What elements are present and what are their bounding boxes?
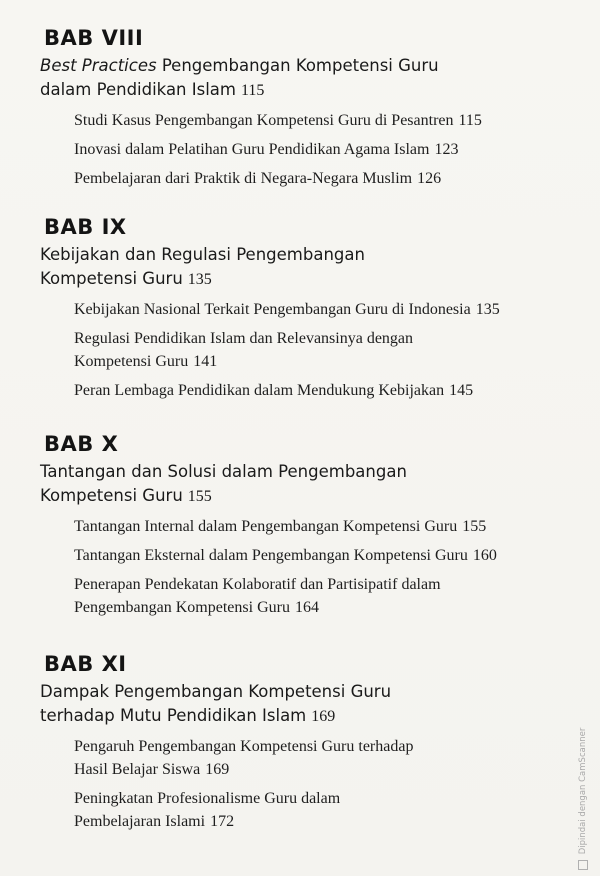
page-number: 126 xyxy=(417,170,442,187)
chapter-heading: BAB XI xyxy=(44,652,127,676)
chapter-title-italic: Best Practices xyxy=(40,56,157,75)
entry-text: Penerapan Pendekatan Kolaboratif dan Partisipatif dalam xyxy=(74,576,441,593)
page-number: 160 xyxy=(472,547,497,564)
page-number: 135 xyxy=(475,301,500,318)
toc-entry xyxy=(74,379,550,402)
toc-entry xyxy=(74,573,550,619)
chapter-title xyxy=(40,54,550,103)
entry-text: Inovasi dalam Pelatihan Guru Pendidikan Agama Islam xyxy=(74,141,430,158)
chapter-title-text: Dampak Pengembangan Kompetensi Guru xyxy=(40,682,392,701)
toc-entry xyxy=(74,298,550,321)
page-number: 169 xyxy=(205,761,230,778)
page-number: 123 xyxy=(434,141,459,158)
entry-text: Peran Lembaga Pendidikan dalam Mendukung Kebijakan xyxy=(74,382,445,399)
camscanner-icon xyxy=(578,860,588,870)
entry-text: Regulasi Pendidikan Islam dan Relevansinya dengan xyxy=(74,330,414,347)
chapter-viii xyxy=(40,26,550,196)
chapter-xi xyxy=(40,652,550,839)
entry-text: Kebijakan Nasional Terkait Pengembangan Guru di Indonesia xyxy=(74,301,471,318)
chapter-title xyxy=(40,460,550,509)
page-number: 155 xyxy=(462,518,487,535)
toc-entry xyxy=(74,787,550,833)
page-number: 115 xyxy=(458,112,482,129)
watermark-text: Dipindai dengan CamScanner xyxy=(578,727,588,855)
entry-text: Hasil Belajar Siswa xyxy=(74,761,201,778)
entry-text: Tantangan Eksternal dalam Pengembangan Kompetensi Guru xyxy=(74,547,468,564)
page-number: 135 xyxy=(187,271,212,288)
chapter-heading: BAB IX xyxy=(44,215,127,239)
toc-entry xyxy=(74,167,550,190)
page-number: 145 xyxy=(449,382,474,399)
entry-text: Kompetensi Guru xyxy=(74,353,189,370)
page-number: 155 xyxy=(187,488,212,505)
chapter-title-text: Pengembangan Kompetensi Guru xyxy=(156,56,439,75)
entry-text: Pembelajaran dari Praktik di Negara-Negara Muslim xyxy=(74,170,413,187)
chapter-title-text: terhadap Mutu Pendidikan Islam xyxy=(40,706,307,725)
chapter-x xyxy=(40,432,550,625)
toc-entry xyxy=(74,109,550,132)
chapter-title-text: Kompetensi Guru xyxy=(40,486,183,505)
toc-entry xyxy=(74,327,550,373)
chapter-title xyxy=(40,680,550,729)
toc-entry xyxy=(74,735,550,781)
entry-text: Pengembangan Kompetensi Guru xyxy=(74,599,290,616)
entry-text: Pembelajaran Islami xyxy=(74,813,206,830)
chapter-title-text: Kebijakan dan Regulasi Pengembangan xyxy=(40,245,365,264)
entry-text: Tantangan Internal dalam Pengembangan Kompetensi Guru xyxy=(74,518,458,535)
page-number: 169 xyxy=(311,708,336,725)
page-number: 115 xyxy=(241,82,265,99)
toc-entry xyxy=(74,515,550,538)
entry-text: Peningkatan Profesionalisme Guru dalam xyxy=(74,790,341,807)
toc-entry xyxy=(74,138,550,161)
toc-entry xyxy=(74,544,550,567)
page-number: 164 xyxy=(294,599,319,616)
scanner-watermark xyxy=(578,700,592,870)
chapter-title xyxy=(40,243,550,292)
page-number: 172 xyxy=(210,813,235,830)
chapter-title-text: Kompetensi Guru xyxy=(40,269,183,288)
entry-text: Studi Kasus Pengembangan Kompetensi Guru di Pesantren xyxy=(74,112,454,129)
chapter-ix xyxy=(40,215,550,408)
chapter-heading: BAB X xyxy=(44,432,119,456)
entry-text: Pengaruh Pengembangan Kompetensi Guru terhadap xyxy=(74,738,414,755)
chapter-heading: BAB VIII xyxy=(44,26,144,50)
page-number: 141 xyxy=(193,353,218,370)
chapter-title-text: dalam Pendidikan Islam xyxy=(40,80,236,99)
chapter-title-text: Tantangan dan Solusi dalam Pengembangan xyxy=(40,462,407,481)
